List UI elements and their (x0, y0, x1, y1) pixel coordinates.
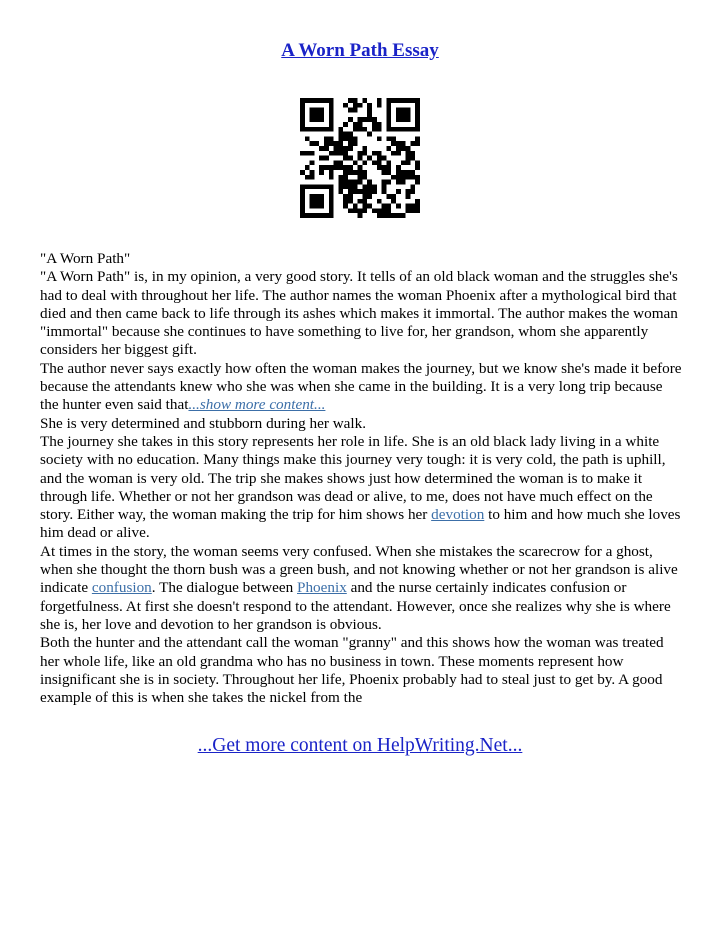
paragraph-5-text-mid: . The dialogue between (151, 579, 297, 597)
page-title (0, 40, 720, 62)
paragraph-4-text-end: to him and how much she loves him dead or alive. (40, 506, 681, 542)
paragraph-4 (40, 433, 682, 543)
title-link[interactable]: A Worn Path Essay (281, 40, 439, 61)
essay-body (40, 250, 682, 707)
qr-code-icon (300, 98, 420, 218)
paragraph-4-text: The journey she takes in this story represents her role in life. She is an old black lady living in a white society with no education. Many things make this journey very tough: it is very cold, the path is uphill, and the woman is very old. The trip she makes shows just how determined the woman is to make it through life. Whether or not her grandson was dead or alive, to me, does not have much effect on the story. Either way, the woman making the trip for him shows her (40, 432, 666, 524)
get-more-content-link[interactable]: ...Get more content on HelpWriting.Net... (197, 735, 523, 756)
confusion-link[interactable]: confusion (91, 579, 152, 597)
paragraph-2-text: The author never says exactly how often the woman makes the journey, but we know she's made it before because the attendants knew who she was when she came in the building. It is a very long trip because the hunter even said that (40, 359, 682, 414)
get-more-content (0, 735, 720, 757)
devotion-link[interactable]: devotion (431, 506, 485, 524)
paragraph-3: She is very determined and stubborn during her walk. (40, 414, 367, 432)
paragraph-5-text: At times in the story, the woman seems very confused. When she mistakes the scarecrow for a ghost, when she thought the thorn bush was a green bush, and not knowing whether or not her grandson is alive indicate (40, 542, 678, 597)
paragraph-5 (40, 543, 682, 634)
show-more-link[interactable]: ...show more content... (188, 396, 326, 414)
paragraph-1: "A Worn Path" is, in my opinion, a very good story. It tells of an old black woman and the struggles she's had to deal with throughout her life. The author names the woman Phoenix after a mythological bird that died and then came back to life through its ashes which makes it immortal. The author makes the woman "immortal" because she continues to have something to live for, her grandson, whom she apparently considers her biggest gift. (40, 268, 678, 359)
phoenix-link[interactable]: Phoenix (297, 579, 347, 597)
paragraph-5-text-end: and the nurse certainly indicates confusion or forgetfulness. At first she doesn't respond to the attendant. However, once she realizes why she is where she is, her love and devotion to her grandson is obvious. (40, 579, 671, 633)
essay-heading: "A Worn Path" (40, 250, 131, 267)
paragraph-2 (40, 360, 682, 415)
paragraph-6: Both the hunter and the attendant call the woman "granny" and this shows how the woman was treated her whole life, like an old grandma who has no business in town. These moments represent how insignificant she is in society. Throughout her life, Phoenix probably had to steal just to get by. A good example of this is when she takes the nickel from the (40, 634, 664, 707)
